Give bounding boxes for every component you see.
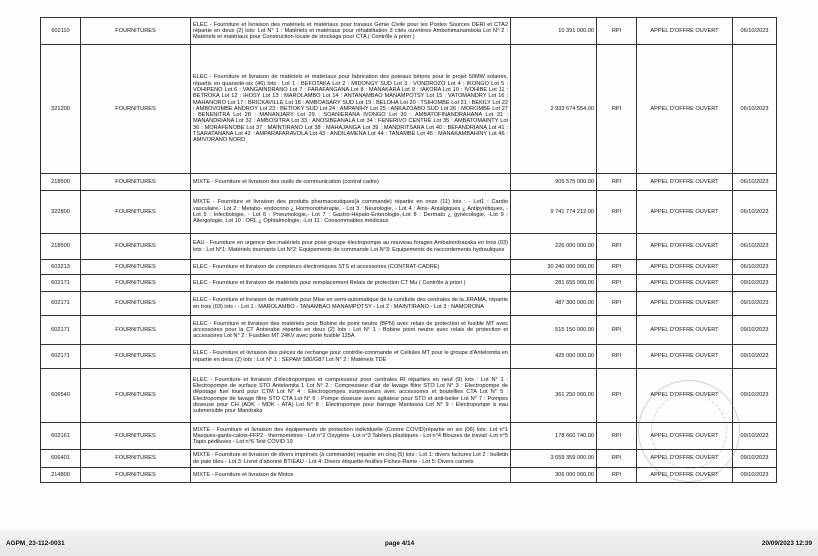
row-date: 09/10/2023 xyxy=(733,275,777,292)
row-nature: FOURNITURES xyxy=(81,345,191,369)
row-amount: 425 000 000.00 xyxy=(511,345,597,369)
table-row xyxy=(41,191,777,234)
table-row xyxy=(41,18,777,45)
row-amount: 3 659 359 000.00 xyxy=(511,450,597,468)
row-mode: RPI xyxy=(597,45,637,174)
row-nature: FOURNITURES xyxy=(81,450,191,468)
row-mode: RPI xyxy=(597,450,637,468)
document-reference: AGPM_23-112-0031 xyxy=(6,540,65,547)
row-procedure: APPEL D'OFFRE OUVERT xyxy=(637,45,733,174)
row-amount: 10 391 000.00 xyxy=(511,18,597,45)
row-nature: FOURNITURES xyxy=(81,316,191,345)
row-date: 06/10/2023 xyxy=(733,18,777,45)
row-amount: 905 575 000.00 xyxy=(511,174,597,191)
row-mode: RPI xyxy=(597,275,637,292)
row-code: 602171 xyxy=(41,292,81,316)
row-date: 06/10/2023 xyxy=(733,234,777,260)
row-amount: 178 660 740.00 xyxy=(511,423,597,450)
row-description: ELEC - Fourniture et livraison des pièces de rechange pour contrôle-commande et Cellules MT pour le groupe d'Antelomita en répartie en deux (2) lots : Lot N° 1 : SEPAM S80/G87 Lot N° 2 : Matériels TDE xyxy=(191,345,511,369)
row-code: 606540 xyxy=(41,369,81,423)
row-procedure: APPEL D'OFFRE OUVERT xyxy=(637,316,733,345)
row-amount: 2 933 674 554.00 xyxy=(511,45,597,174)
row-date: 09/10/2023 xyxy=(733,345,777,369)
row-description: ELEC - Fourniture et livraison des matériels pour Bobine de point neutre (BPN) avec relais de protection et fusible MT avec accessoires pour la CT Antsirabe répartie en deux (2) lots : Lot N° 1 : Bobine point neutre avec relais de protection et accessoires Lot N° 2 : Fusibles MT 24KV avec porte fusible 125A xyxy=(191,316,511,345)
table-row xyxy=(41,275,777,292)
row-nature: FOURNITURES xyxy=(81,234,191,260)
row-description: MIXTE - Fourniture et livraison de divers imprimés (à commande) repartie en cinq (5) lots : Lot 1: divers factures Lot 2 : bulletin de paie bleu - Lot 3: Livret d'abonné BT/EAU - Lot 4: Divers étiquette-feuilles Fiches-Rame - Lot 5: Divers carnets xyxy=(191,450,511,468)
page-number: page 4/14 xyxy=(385,540,415,547)
row-description: ELEC - Fourniture et livraison de matériels pour remplacement Relais de protection CT Mu ( Contrôle à priori ) xyxy=(191,275,511,292)
row-code: 602171 xyxy=(41,275,81,292)
row-description: ELEC - Fourniture et livraison de matériels et matériaux pour fabrication des poteaux bétons pour le projet 50MW solaires, répartis en quarante-six (46) lots : Lot 1 : BEFOTAKA Lot 2 : MIDONGY SUD Lot 3 : VONDROZO Lot 4 : IKONGO Lot 5 : VOHIPENO Lot 6 : VANGAINDRANO Lot 7 : FARAFANGANA Lot 8 : MANAKARA Lot 9 : IAKORA Lot 10 : IVOHIBE Lot 11 : BETROKA Lot 12 : IHOSY Lot 13 : MAROLAMBO Lot 14 : ANTANAMBAO MANAMPOTSY Lot 15 : VATOMANDRY Lot 16 : MAHANORO Lot 17 : BRICKAVILLE Lot 18 : AMBOASARY SUD Lot 19 : BELOHA Lot 20 : TSIHOMBE Lot 21 : BEKILY Lot 22 : AMBOVOMBE ANDROY Lot 23 : BETIOKY SUD Lot 24 : AMPANIHY Lot 25 : ANKAZOABO SUD Lot 26 : MOROMBE Lot 27 : BENENITRA Lot 28 : MANANJARY Lot 29 : SOANIERANA IVONGO Lot 30 : AMBATOFINANDRAHANA Lot 31 : MANANDRIANA Lot 32 : AMBOSITRA Lot 33 : ANOSIBEANALA Lot 34 : FENERIVO CENTRE Lot 35 : AMBATOMAINTY Lot 36 : MORAFENOBE Lot 37 : MAINTIRANO Lot 38 : MAHAJANGA Lot 39 : MANDRITSARA Lot 40 : BEFANDRIANA Lot 41 : TSARATANANA Lot 42 : AMPARAFARAVOLA Lot 43 : ANDILAMENA Lot 44 : TANAMBE Lot 45 : MANAKAMBAHINY Lot 46 : AMIVORANO NORD xyxy=(191,45,511,174)
print-timestamp: 20/09/2023 12:39 xyxy=(761,540,812,547)
row-description: MIXTE - Fourniture et livraison des équipements de protection individuelle (Contre COVID)répartie en six (06) lots: Lot n°1 Masques-gants-calots-FFP2 - thermomètres - Lot n°2 Oxygène -Lot n°3 Tabliers plastiques - Lot n°4 Blouses de travail -Lot n°5 Tapis pédiluves - Lot n°6 Test COVID 19 xyxy=(191,423,511,450)
row-mode: RPI xyxy=(597,316,637,345)
row-nature: FOURNITURES xyxy=(81,174,191,191)
row-date: 09/10/2023 xyxy=(733,369,777,423)
row-mode: RPI xyxy=(597,369,637,423)
row-mode: RPI xyxy=(597,260,637,275)
row-code: 321200 xyxy=(41,45,81,174)
row-amount: 9 741 774 212.00 xyxy=(511,191,597,234)
row-mode: RPI xyxy=(597,234,637,260)
row-procedure: APPEL D'OFFRE OUVERT xyxy=(637,292,733,316)
row-description: MIXTE - Fourniture et livraison des outils de communication (contrat cadre) xyxy=(191,174,511,191)
row-mode: RPI xyxy=(597,468,637,483)
row-date: 06/10/2023 xyxy=(733,45,777,174)
table-row xyxy=(41,468,777,483)
procurement-table xyxy=(40,17,777,483)
row-nature: FOURNITURES xyxy=(81,18,191,45)
row-code: 602171 xyxy=(41,316,81,345)
row-nature: FOURNITURES xyxy=(81,369,191,423)
row-description: ELEC - Fourniture et livraison des matériels et matériaux pour travaux Génie Civile pour les Postes Sources DERI et CTA2 répartie en deux (2) lots: Lot N° 1 : Matériels et matériaux pour réhabilitation 3 cités ouvrières Ambohimanambola Lot N° 2 : Matériels et matériaux pour Construction locale de stockage pour CTA ( Contrôle à priori ) xyxy=(191,18,511,45)
row-procedure: APPEL D'OFFRE OUVERT xyxy=(637,468,733,483)
table-row xyxy=(41,234,777,260)
row-procedure: APPEL D'OFFRE OUVERT xyxy=(637,234,733,260)
row-procedure: APPEL D'OFFRE OUVERT xyxy=(637,369,733,423)
row-description: MIXTE - Fourniture et livraison des produits pharmaceutiques(à commande) répartie en onze (11) lots : - Lot1 : Cardio vasculaire,- Lot 2 : Metabo- endocrino ¿ Hormonothérapie, - Lot 3 : Neurologie, - Lot 4 : Ains- Antalgiques ¿ Antipyrétiques, - Lot 5 : Infectiologie, - Lot 6 : Pneumologie,- Lot 7 : Gastro-Hépato-Enterologie,-Lot 8 : Dermato ¿ gynécologie, -Lot 9 : Allergologie, Lot 10 : ORL ¿ Ophtalmologie, -Lot 11 : Consommables médicaux xyxy=(191,191,511,234)
row-date: 06/10/2023 xyxy=(733,191,777,234)
row-description: MIXTE - Fourniture et livraison de Motos xyxy=(191,468,511,483)
table-row xyxy=(41,450,777,468)
page-footer xyxy=(0,530,818,556)
row-procedure: APPEL D'OFFRE OUVERT xyxy=(637,18,733,45)
row-description: ELEC - Fourniture et livraison d'électropompes et compresseur pour centrales RI réparties en neuf (9) lots : Lot N° 1 : Electropompe de surface STO Antelomita 1 Lot N° 2 : Compresseur d'air de lavage filtre STO Lot N° 3 : Electropompe de dépotage fuel lourd pour CTM Lot N° 4 : Electropompes surpresseurs avec accessoires et boutellies CTA Lot N° 5 : Electropompe de lavage filtre STO CTA Lot N° 6 : Pompe doseuse avec agitateur pour STO et anti-belier Lot N° 7 : Pompes doseuse pour CH (ADK - MDK - ATA) Lot N° 8 : Electropompe pour barrage Mantasoa Lot N° 9 : Electropompe à eau submersible pour Mandraka xyxy=(191,369,511,423)
row-code: 214800 xyxy=(41,468,81,483)
row-mode: RPI xyxy=(597,18,637,45)
row-date: 09/10/2023 xyxy=(733,468,777,483)
row-code: 218500 xyxy=(41,174,81,191)
row-date: 06/10/2023 xyxy=(733,174,777,191)
row-date: 09/10/2023 xyxy=(733,450,777,468)
row-code: 322800 xyxy=(41,191,81,234)
row-mode: RPI xyxy=(597,345,637,369)
row-amount: 487 300 000.00 xyxy=(511,292,597,316)
row-procedure: APPEL D'OFFRE OUVERT xyxy=(637,174,733,191)
table-row xyxy=(41,345,777,369)
table-row xyxy=(41,423,777,450)
row-nature: FOURNITURES xyxy=(81,275,191,292)
table-row xyxy=(41,292,777,316)
row-amount: 226 000 000.00 xyxy=(511,234,597,260)
row-date: 09/10/2023 xyxy=(733,292,777,316)
row-amount: 306 000 000.00 xyxy=(511,468,597,483)
row-description: ELEC - Fourniture et livraison de compteurs électroniques STS et accessoires (CONTRAT-CADRE) xyxy=(191,260,511,275)
row-nature: FOURNITURES xyxy=(81,423,191,450)
row-nature: FOURNITURES xyxy=(81,260,191,275)
row-description: EAU - Fourniture en urgence des matériels pour pose groupe électropompe au nouveau forages Ambatondrazaka en trois (03) lots : Lot N°1: Matériels tournants Lot N°2: Equipements de commande Lot N°3: Equipements de raccordements hydrauliques xyxy=(191,234,511,260)
row-amount: 281 655 000.00 xyxy=(511,275,597,292)
row-procedure: APPEL D'OFFRE OUVERT xyxy=(637,191,733,234)
table-row xyxy=(41,45,777,174)
row-code: 603213 xyxy=(41,260,81,275)
row-amount: 515 150 000.00 xyxy=(511,316,597,345)
row-code: 218500 xyxy=(41,234,81,260)
row-mode: RPI xyxy=(597,292,637,316)
row-procedure: APPEL D'OFFRE OUVERT xyxy=(637,345,733,369)
row-amount: 30 240 000 000.00 xyxy=(511,260,597,275)
row-nature: FOURNITURES xyxy=(81,292,191,316)
table-row xyxy=(41,260,777,275)
row-amount: 361 250 000.00 xyxy=(511,369,597,423)
table-row xyxy=(41,174,777,191)
row-mode: RPI xyxy=(597,191,637,234)
row-code: 606401 xyxy=(41,450,81,468)
row-date: 09/10/2023 xyxy=(733,423,777,450)
row-mode: RPI xyxy=(597,423,637,450)
row-procedure: APPEL D'OFFRE OUVERT xyxy=(637,260,733,275)
row-description: ELEC - Fourniture et livraison de matériels pour Mise en semi-automatique de la conduite des centrales de la JIRAMA, répartie en trois (03) lots : - Lot 1 : MAROLAMBO - TANAMBAO MANAMPOTSY - Lot 2 : MAINTIRANO - Lot 3 : NAMORONA xyxy=(191,292,511,316)
row-procedure: APPEL D'OFFRE OUVERT xyxy=(637,275,733,292)
row-mode: RPI xyxy=(597,174,637,191)
table-row xyxy=(41,316,777,345)
row-nature: FOURNITURES xyxy=(81,191,191,234)
table-row xyxy=(41,369,777,423)
row-procedure: APPEL D'OFFRE OUVERT xyxy=(637,423,733,450)
row-date: 09/10/2023 xyxy=(733,316,777,345)
row-nature: FOURNITURES xyxy=(81,468,191,483)
row-nature: FOURNITURES xyxy=(81,45,191,174)
row-code: 602161 xyxy=(41,423,81,450)
row-procedure: APPEL D'OFFRE OUVERT xyxy=(637,450,733,468)
table-body xyxy=(41,18,777,483)
row-code: 602171 xyxy=(41,345,81,369)
row-date: 06/10/2023 xyxy=(733,260,777,275)
row-code: 602110 xyxy=(41,18,81,45)
